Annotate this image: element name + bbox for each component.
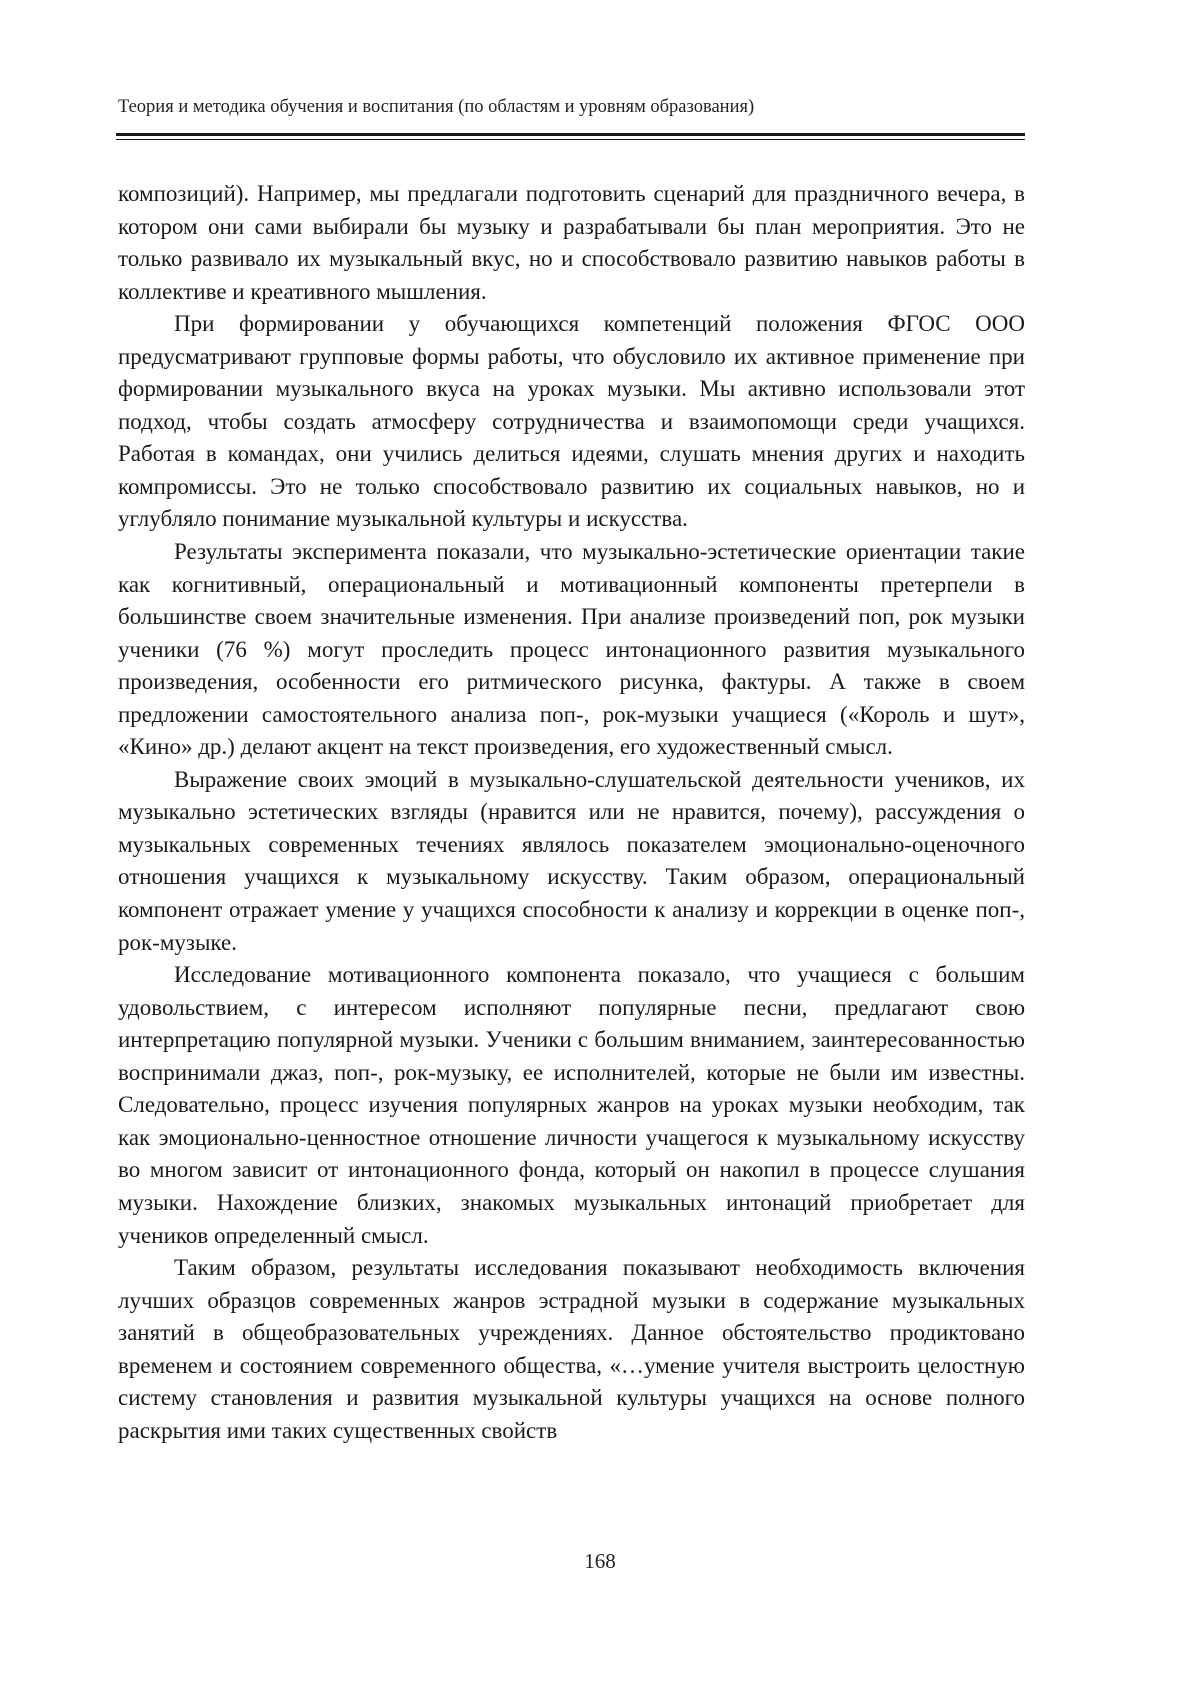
paragraph-6: Таким образом, результаты исследования показывают необходимость включения лучших образцов современных жанров эстрадной музыки в содержание музыкальных занятий в общеобразовательных учреждениях. Данное обстоятельство продиктовано временем и состоянием современного общества, «…умение учителя выстроить целостную систему становления и развития музыкальной культуры учащихся на основе полного раскрытия ими таких существенных свойств: [118, 1255, 1025, 1443]
header-rule-thin: [116, 139, 1025, 140]
paragraph-1: композиций). Например, мы предлагали подготовить сценарий для праздничного вечера, в котором они сами выбирали бы музыку и разрабатывали бы план мероприятия. Это не только развивало их музыкальный вкус, но и способствовало развитию навыков работы в коллективе и креативного мышления.: [118, 181, 1025, 304]
body-text: [118, 178, 1025, 1447]
page-number: 168: [584, 1549, 616, 1573]
paragraph-3: Результаты эксперимента показали, что музыкально-эстетические ориентации такие как когнитивный, операциональный и мотивационный компоненты претерпели в большинстве своем значительные изменения. При анализе произведений поп, рок музыки ученики (76 %) могут проследить процесс интонационного развития музыкального произведения, особенности его ритмического рисунка, фактуры. А также в своем предложении самостоятельного анализа поп-, рок-музыки учащиеся («Король и шут», «Кино» др.) делают акцент на текст произведения, его художественный смысл.: [118, 539, 1025, 760]
running-header: Теория и методика обучения и воспитания (по областям и уровням образования): [118, 97, 755, 117]
paragraph-4: Выражение своих эмоций в музыкально-слушательской деятельности учеников, их музыкально эстетических взгляды (нравится или не нравится, почему), рассуждения о музыкальных современных течениях являлось показателем эмоционально-оценочного отношения учащихся к музыкальному искусству. Таким образом, операциональный компонент отражает умение у учащихся способности к анализу и коррекции в оценке поп-, рок-музыке.: [118, 766, 1025, 955]
paragraph-5: Исследование мотивационного компонента показало, что учащиеся с большим удовольствием, с интересом исполняют популярные песни, предлагают свою интерпретацию популярной музыки. Ученики с большим вниманием, заинтересованностью воспринимали джаз, поп-, рок-музыку, ее исполнителей, которые не были им известны. Следовательно, процесс изучения популярных жанров на уроках музыки необходим, так как эмоционально-ценностное отношение личности учащегося к музыкальному искусству во многом зависит от интонационного фонда, который он накопил в процессе слушания музыки. Нахождение близких, знакомых музыкальных интонаций приобретает для учеников определенный смысл.: [118, 962, 1025, 1248]
paragraph-2: При формировании у обучающихся компетенций положения ФГОС ООО предусматривают групповые формы работы, что обусловило их активное применение при формировании музыкального вкуса на уроках музыки. Мы активно использовали этот подход, чтобы создать атмосферу сотрудничества и взаимопомощи среди учащихся. Работая в командах, они учились делиться идеями, слушать мнения других и находить компромиссы. Это не только способствовало развитию их социальных навыков, но и углубляло понимание музыкальной культуры и искусства.: [118, 311, 1025, 532]
header-rule-thick: [116, 133, 1025, 136]
